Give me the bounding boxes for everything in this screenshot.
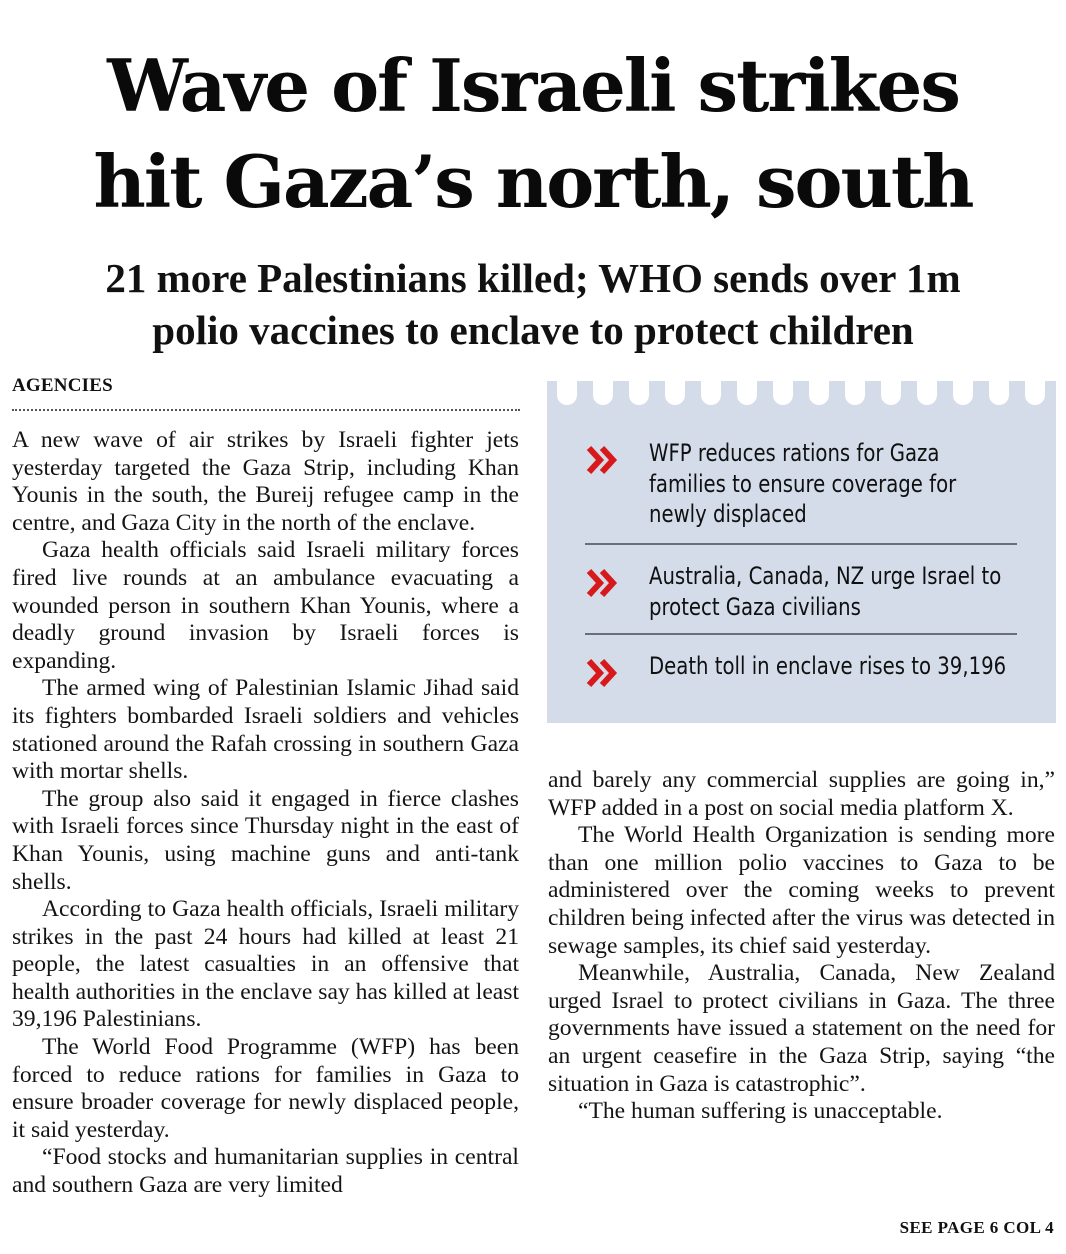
article-column-left — [12, 427, 519, 1200]
notepad-hole — [557, 375, 577, 405]
notepad-hole — [665, 375, 685, 405]
key-point-line: newly displaced — [649, 500, 807, 528]
notepad-hole — [917, 375, 937, 405]
paragraph: A new wave of air strikes by Israeli fighter jets yesterday targeted the Gaza Strip, including Khan Younis in the south, the Bureij refugee camp in the centre, and Gaza City in the north of the enclave. — [12, 427, 519, 536]
notepad-hole — [773, 375, 793, 405]
notepad-hole — [845, 375, 865, 405]
double-chevron-right-icon — [585, 655, 621, 691]
subheadline — [0, 252, 1066, 356]
chevron-stroke — [589, 661, 600, 685]
paragraph: “The human suffering is unacceptable. — [578, 1098, 943, 1125]
continuation-jump-line: SEE PAGE 6 COL 4 — [899, 1218, 1054, 1237]
key-point-divider — [585, 543, 1017, 545]
notepad-hole — [989, 375, 1009, 405]
key-point-text — [649, 651, 1018, 682]
notepad-hole — [593, 375, 613, 405]
notepad-hole — [629, 375, 649, 405]
paragraph: According to Gaza health officials, Israeli military strikes in the past 24 hours had killed at least 21 people, the latest casualties in an offensive that health authorities in the enclave say has killed at least 39,196 Palestinians. — [12, 896, 519, 1033]
article-column-right — [548, 767, 1055, 1126]
notepad-hole — [737, 375, 757, 405]
key-point-text — [649, 438, 1018, 530]
key-point-line: Death toll in enclave rises to 39,196 — [649, 652, 1007, 680]
paragraph: “Food stocks and humanitarian supplies in central and southern Gaza are very limited — [12, 1144, 519, 1199]
headline — [0, 38, 1066, 230]
notepad-holes — [557, 375, 1037, 411]
byline-divider — [12, 409, 520, 411]
key-point-line: protect Gaza civilians — [649, 592, 861, 621]
paragraph: The World Food Programme (WFP) has been forced to reduce rations for families in Gaza to ensure broader coverage for newly displaced people, it said yesterday. — [12, 1034, 519, 1143]
key-point-text — [649, 561, 1018, 622]
paragraph: The armed wing of Palestinian Islamic Jihad said its fighters bombarded Israeli soldiers and vehicles stationed around the Rafah crossing in southern Gaza with mortar shells. — [12, 675, 519, 785]
paragraph: The group also said it engaged in fierce clashes with Israeli forces since Thursday night in the east of Khan Younis, using machine guns and anti-tank shells. — [12, 785, 519, 895]
paragraph: Gaza health officials said Israeli military forces fired live rounds at an ambulance evacuating a wounded person in southern Khan Younis, where a deadly ground invasion by Israeli forces is expanding. — [12, 537, 519, 674]
notepad-hole — [953, 375, 973, 405]
key-point-line: WFP reduces rations for Gaza — [649, 439, 940, 467]
notepad-hole — [881, 375, 901, 405]
key-point-line: Australia, Canada, NZ urge Israel to — [649, 562, 1002, 590]
key-point-2 — [585, 561, 1017, 625]
paragraph: The World Health Organization is sending more than one million polio vaccines to Gaza to be administered over the coming weeks to prevent children being infected after the virus was detected in sewage samples, its chief said yesterday. — [548, 822, 1055, 959]
key-point-3 — [585, 651, 1017, 691]
chevron-stroke — [589, 571, 600, 595]
subheadline-line-2: polio vaccines to enclave to protect children — [152, 307, 914, 353]
key-point-divider — [585, 633, 1017, 635]
key-point-line: families to ensure coverage for — [649, 469, 957, 498]
notepad-hole — [701, 375, 721, 405]
byline: AGENCIES — [12, 375, 113, 396]
key-point-1 — [585, 438, 1017, 534]
headline-line-2: hit Gaza’s north, south — [93, 139, 973, 224]
double-chevron-right-icon — [585, 442, 621, 478]
paragraph: Meanwhile, Australia, Canada, New Zealand urged Israel to protect civilians in Gaza. The three governments have issued a statement on the need for an urgent ceasefire in the Gaza Strip, saying “the situation in Gaza is catastrophic”. — [548, 960, 1055, 1097]
chevron-stroke — [589, 448, 600, 472]
notepad-hole — [1025, 375, 1045, 405]
headline-line-1: Wave of Israeli strikes — [107, 43, 959, 128]
double-chevron-right-icon — [585, 565, 621, 601]
key-points-box — [547, 381, 1056, 723]
notepad-hole — [809, 375, 829, 405]
subheadline-line-1: 21 more Palestinians killed; WHO sends over 1m — [105, 255, 961, 301]
paragraph: and barely any commercial supplies are going in,” WFP added in a post on social media platform X. — [548, 767, 1055, 821]
